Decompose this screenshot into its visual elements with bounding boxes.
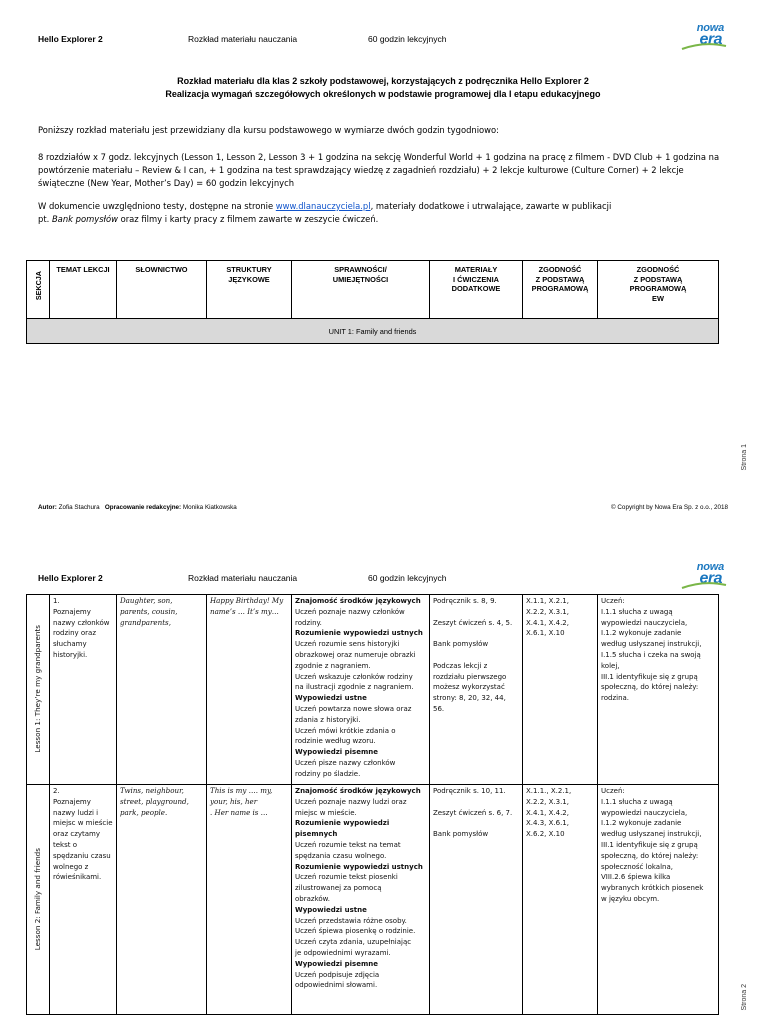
structures-line: name’s … It’s my… <box>210 606 279 616</box>
materials-line: Zeszyt ćwiczeń s. 6, 7. <box>433 808 513 817</box>
curriculum-line: X.6.1, X.10 <box>526 629 565 638</box>
curriculum_ew-line: wybranych krótkich piosenek <box>601 884 704 893</box>
skills-line: Znajomość środków językowych <box>295 597 421 605</box>
editor-name: Monika Kiatkowska <box>182 504 237 511</box>
topic-line: miejsc w mieście <box>53 819 113 828</box>
page-number-1: Strona 1 <box>741 444 748 471</box>
lesson-row <box>27 785 719 1015</box>
skills-line: Uczeń wskazuje członków rodziny <box>295 672 413 681</box>
vocabulary-line: parents, cousin, <box>120 606 178 616</box>
document-heading <box>38 75 728 101</box>
section-label: Lesson 2: Family and friends <box>27 785 50 1015</box>
topic-line: 2. <box>53 787 60 795</box>
dlanauczyciela-link[interactable]: www.dlanauczyciela.pl <box>275 201 371 211</box>
skills-line: Wypowiedzi ustne <box>295 694 367 703</box>
topic-line: tekst o <box>53 840 78 849</box>
intro-paragraph: Poniższy rozkład materiału jest przewidziany dla kursu podstawowego w wymiarze dwóch godzin tygodniowo: <box>38 125 499 135</box>
documents-note: W dokumencie uwzględniono testy, dostępne na stronie www.dlanauczyciela.pl, materiały dodatkowe i utrwalające, zawarte w publikacji pt. Bank pomysłów oraz filmy i karty pracy z filmem zawarte w zeszycie ćwiczeń. <box>38 201 612 224</box>
col-header-materialy: MATERIAŁY I ĆWICZENIA DODATKOWE <box>430 261 523 319</box>
skills-line: rodzinie według wzoru. <box>295 737 376 746</box>
curriculum_ew-line: Uczeń: <box>601 597 625 605</box>
materials-cell <box>430 785 523 1015</box>
curriculum_ew-line: III.1 identyfikuje się z grupą <box>601 840 698 849</box>
hours-label: 60 godzin lekcyjnych <box>368 34 447 44</box>
curriculum-ew-cell <box>598 595 719 785</box>
vocabulary-line: Twins, neighbour, <box>120 786 184 795</box>
skills-line: na ilustracji zgodnie z nagraniem. <box>295 683 414 692</box>
curriculum_ew-line: Uczeń: <box>601 787 625 795</box>
curriculum_ew-line: I.1.2 wykonuje zadanie <box>601 819 682 828</box>
skills-line: zilustrowanej za pomocą <box>295 884 382 893</box>
heading-line-2: Realizacja wymagań szczegółowych określonych w podstawie programowej dla I etapu edukacyjnego <box>165 89 601 99</box>
skills-line: zdania z historyjki. <box>295 715 361 724</box>
skills-line: miejsc w mieście. <box>295 808 357 817</box>
skills-line: Znajomość środków językowych <box>295 787 421 795</box>
materials-line: Bank pomysłów <box>433 640 489 649</box>
materials-line: strony: 8, 20, 32, 44, 56. <box>433 694 506 713</box>
topic-line: Poznajemy <box>53 797 91 806</box>
curriculum_ew-line: I.1.1 słucha z uwagą <box>601 607 673 616</box>
materials-cell <box>430 595 523 785</box>
vocabulary-line: street, playground, <box>120 796 189 806</box>
curriculum-line: X.4.1, X.4.2, <box>526 618 569 627</box>
skills-line: Uczeń poznaje nazwy ludzi oraz <box>295 797 407 806</box>
topic-line: spędzaniu czasu <box>53 851 111 860</box>
curriculum_ew-line: III.1 identyfikuje się z grupą <box>601 672 698 681</box>
structures-line: your, his, her <box>210 796 258 806</box>
curriculum-line: X.2.2, X.3.1, <box>526 797 569 806</box>
page-number-2: Strona 2 <box>741 984 748 1011</box>
skills-line: Uczeń rozumie tekst na temat <box>295 840 401 849</box>
curriculum_ew-line: VIII.2.6 śpiewa kilka <box>601 873 671 882</box>
col-header-sekcja: SEKCJA <box>27 261 50 319</box>
page2-header <box>38 561 728 593</box>
nowa-era-logo: nowa era <box>674 22 728 52</box>
curriculum_ew-line: kolej, <box>601 661 620 670</box>
curriculum-header-table <box>26 260 719 344</box>
curriculum_ew-line: według usłyszanej instrukcji, <box>601 640 702 649</box>
skills-line: Wypowiedzi pisemne <box>295 959 378 968</box>
col-header-zgodnosc-ew: ZGODNOŚĆ Z PODSTAWĄ PROGRAMOWĄ EW <box>598 261 719 319</box>
vocabulary-line: grandparents, <box>120 617 171 627</box>
author-name: Zofia Stachura <box>58 504 100 511</box>
skills-line: obrazkowej oraz numeruje obrazki <box>295 650 416 659</box>
logo-swoosh-icon <box>680 582 728 590</box>
unit-label: UNIT 1: Family and friends <box>27 319 719 344</box>
skills-line: Uczeń pisze nazwy członków <box>295 758 396 767</box>
curriculum_ew-line: według usłyszanej instrukcji, <box>601 830 702 839</box>
skills-line: Uczeń powtarza nowe słowa oraz <box>295 704 412 713</box>
curriculum_ew-line: I.1.1 słucha z uwagą <box>601 797 673 806</box>
app-title: Hello Explorer 2 <box>38 34 103 44</box>
page1-header <box>38 22 728 54</box>
structures-line: Happy Birthday! My <box>210 596 284 605</box>
structures-cell <box>207 595 292 785</box>
col-header-slownictwo: SŁOWNICTWO <box>117 261 207 319</box>
skills-line: Uczeń rozumie sens historyjki <box>295 640 400 649</box>
section-label: Lesson 1: They’re my grandparents <box>27 595 50 785</box>
curriculum-table <box>26 594 719 1015</box>
topic-line: Poznajemy <box>53 607 91 616</box>
col-header-zgodnosc: ZGODNOŚĆ Z PODSTAWĄ PROGRAMOWĄ <box>523 261 598 319</box>
skills-line: Rozumienie wypowiedzi ustnych <box>295 862 423 871</box>
curriculum_ew-line: wypowiedzi nauczyciela, <box>601 618 688 627</box>
curriculum-line: X.2.2, X.3.1, <box>526 607 569 616</box>
topic-line: oraz czytamy <box>53 830 101 839</box>
vocabulary-cell <box>117 785 207 1015</box>
skills-line: odpowiednimi słowami. <box>295 981 378 990</box>
materials-line: Podręcznik s. 10, 11. <box>433 787 506 795</box>
curriculum-ew-cell <box>598 785 719 1015</box>
vocabulary-cell <box>117 595 207 785</box>
topic-line: słuchamy <box>53 640 87 649</box>
curriculum_ew-line: społeczną, do której należy: <box>601 851 699 860</box>
structures-cell <box>207 785 292 1015</box>
document-title: Rozkład materiału nauczania <box>188 573 298 583</box>
skills-cell <box>292 785 430 1015</box>
vocabulary-line: park, people. <box>120 807 168 817</box>
skills-line: Rozumienie wypowiedzi ustnych <box>295 629 423 638</box>
heading-line-1: Rozkład materiału dla klas 2 szkoły podstawowej, korzystających z podręcznika Hello Explorer 2 <box>177 76 589 86</box>
skills-line: zgodnie z nagraniem. <box>295 661 371 670</box>
curriculum_ew-line: I.1.5 słucha i czeka na swoją <box>601 650 701 659</box>
curriculum_ew-line: społeczność lokalna, <box>601 862 673 871</box>
hours-label: 60 godzin lekcyjnych <box>368 573 447 583</box>
curriculum_ew-line: rodzina. <box>601 694 630 703</box>
document-title: Rozkład materiału nauczania <box>188 34 298 44</box>
skills-line: je odpowiednimi wyrazami. <box>295 948 391 957</box>
topic-line: wolnego z <box>53 862 89 871</box>
structures-line: This is my …. my, <box>210 786 273 795</box>
skills-line: Wypowiedzi pisemne <box>295 748 378 757</box>
logo-swoosh-icon <box>680 43 728 51</box>
curriculum-line: X.6.2, X.10 <box>526 830 565 839</box>
curriculum-line: X.4.3, X.6.1, <box>526 819 569 828</box>
curriculum_ew-line: I.1.2 wykonuje zadanie <box>601 629 682 638</box>
copyright: © Copyright by Nowa Era Sp. z o.o., 2018 <box>611 504 728 511</box>
topic-line: rówieśnikami. <box>53 873 102 882</box>
skills-line: rodziny po śladzie. <box>295 769 361 778</box>
skills-line: Uczeń rozumie tekst piosenki <box>295 873 398 882</box>
skills-line: Uczeń czyta zdania, uzupełniając <box>295 938 412 947</box>
topic-line: nazwy członków <box>53 618 110 627</box>
materials-line: Podręcznik s. 8, 9. <box>433 597 497 605</box>
col-header-temat: TEMAT LEKCJI <box>50 261 117 319</box>
topic-line: 1. <box>53 597 60 605</box>
skills-cell <box>292 595 430 785</box>
nowa-era-logo: nowa era <box>674 561 728 591</box>
topic-line: rodziny oraz <box>53 629 96 638</box>
hours-breakdown-paragraph: 8 rozdziałów x 7 godz. lekcyjnych (Lesson 1, Lesson 2, Lesson 3 + 1 godzina na sekcję Wonderful World + 1 godzina na pracę z filmem - DVD Club + 1 godzina na powtórzenie materiału – Review & I can, + 1 godzina na test sprawdzający wiedzę z zagadnień rozdziału) + 2 lekcje kulturowe (Culture Corner) + 2 lekcje świąteczne (New Year, Mother’s Day) = 60 godzin lekcyjnych <box>38 152 720 188</box>
vocabulary-line: Daughter, son, <box>120 596 173 605</box>
topic-cell <box>50 785 117 1015</box>
lesson-row <box>27 595 719 785</box>
curriculum_ew-line: w języku obcym. <box>601 894 660 903</box>
topic-line: historyjki. <box>53 650 88 659</box>
materials-line: Bank pomysłów <box>433 830 489 839</box>
materials-line: Zeszyt ćwiczeń s. 4, 5. <box>433 618 513 627</box>
curriculum-line: X.4.1, X.4.2, <box>526 808 569 817</box>
skills-line: rodziny. <box>295 618 322 627</box>
materials-line: rozdziału pierwszego <box>433 672 507 681</box>
curriculum-line: X.1.1, X.2.1, <box>526 597 569 605</box>
skills-line: pisemnych <box>295 830 338 839</box>
materials-line: Podczas lekcji z <box>433 661 488 670</box>
skills-line: Uczeń przedstawia różne osoby. <box>295 916 407 925</box>
skills-line: Uczeń poznaje nazwy członków <box>295 607 405 616</box>
topic-cell <box>50 595 117 785</box>
col-header-sprawnosci: SPRAWNOŚCI/ UMIEJĘTNOŚCI <box>292 261 430 319</box>
skills-line: Uczeń mówi krótkie zdania o <box>295 726 396 735</box>
skills-line: Wypowiedzi ustne <box>295 905 367 914</box>
skills-line: obrazków. <box>295 894 330 903</box>
curriculum-line: X.1.1., X.2.1, <box>526 787 572 795</box>
structures-line: . Her name is … <box>210 807 268 817</box>
app-title: Hello Explorer 2 <box>38 573 103 583</box>
skills-line: Rozumienie wypowiedzi <box>295 819 390 828</box>
skills-line: Uczeń podpisuje zdjęcia <box>295 970 380 979</box>
skills-line: Uczeń śpiewa piosenkę o rodzinie. <box>295 927 416 936</box>
curriculum_ew-line: wypowiedzi nauczyciela, <box>601 808 688 817</box>
curriculum-cell <box>523 595 598 785</box>
materials-line: możesz wykorzystać <box>433 683 505 692</box>
curriculum_ew-line: społeczną, do której należy: <box>601 683 699 692</box>
curriculum-cell <box>523 785 598 1015</box>
topic-line: nazwy ludzi i <box>53 808 99 817</box>
skills-line: spędzania czasu wolnego. <box>295 851 387 860</box>
col-header-struktury: STRUKTURY JĘZYKOWE <box>207 261 292 319</box>
